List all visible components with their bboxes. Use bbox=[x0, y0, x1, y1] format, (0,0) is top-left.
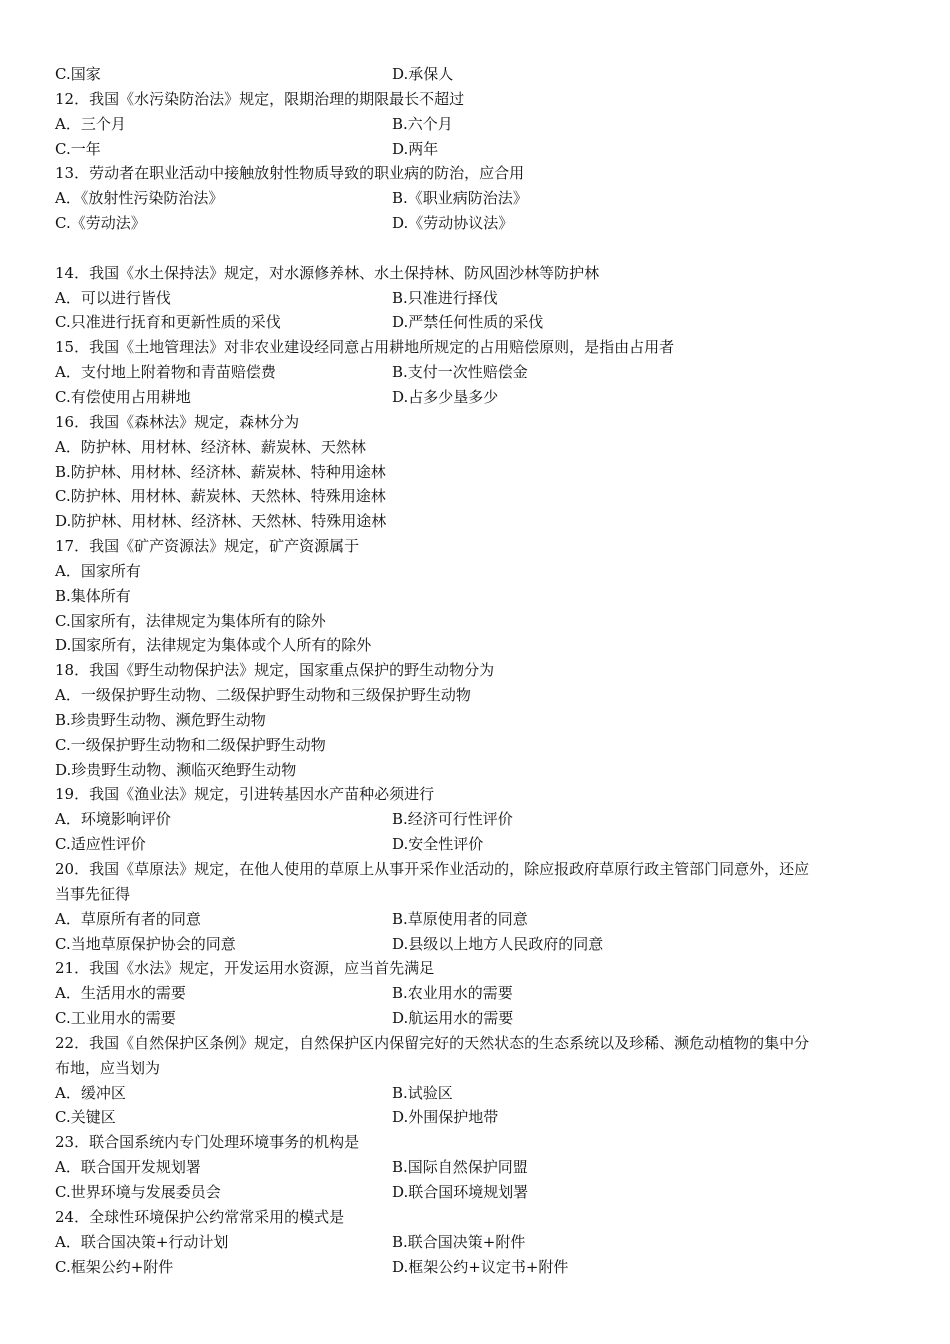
option-right: D.航运用水的需要 bbox=[392, 1009, 514, 1028]
option-right: D.两年 bbox=[392, 139, 439, 158]
option-right: B.试验区 bbox=[392, 1083, 453, 1102]
option-right: D.联合国环境规划署 bbox=[392, 1182, 529, 1201]
option-row bbox=[55, 286, 905, 311]
question-text: 18．我国《野生动物保护法》规定，国家重点保护的野生动物分为 bbox=[55, 661, 495, 680]
option-right: D.占多少垦多少 bbox=[392, 387, 499, 406]
option-line: B.集体所有 bbox=[55, 586, 131, 605]
option-row bbox=[55, 1105, 905, 1130]
option-row bbox=[55, 932, 905, 957]
option-left: C.国家 bbox=[55, 65, 101, 83]
option-row bbox=[55, 62, 905, 87]
option-right: D.严禁任何性质的采伐 bbox=[392, 313, 544, 332]
option-right: B.支付一次性赔偿金 bbox=[392, 363, 528, 382]
option-right: B.草原使用者的同意 bbox=[392, 909, 528, 928]
option-row bbox=[55, 1081, 905, 1106]
option-right: D.框架公约+议定书+附件 bbox=[392, 1257, 569, 1276]
option-left: A．环境影响评价 bbox=[55, 810, 171, 829]
option-row bbox=[55, 807, 905, 832]
option-left: C.框架公约+附件 bbox=[55, 1257, 174, 1276]
option-line: B.防护林、用材林、经济林、薪炭林、特种用途林 bbox=[55, 462, 386, 481]
option-row bbox=[55, 310, 905, 335]
question-text: 21．我国《水法》规定，开发运用水资源，应当首先满足 bbox=[55, 959, 435, 978]
option-right: B.《职业病防治法》 bbox=[392, 189, 528, 208]
option-left: C.适应性评价 bbox=[55, 835, 146, 854]
option-row bbox=[55, 907, 905, 932]
option-row bbox=[55, 186, 905, 211]
option-right: D.县级以上地方人民政府的同意 bbox=[392, 934, 604, 953]
option-left: A．支付地上附着物和青苗赔偿费 bbox=[55, 363, 276, 382]
option-left: A．可以进行皆伐 bbox=[55, 288, 171, 307]
option-right: B.经济可行性评价 bbox=[392, 810, 513, 829]
question-text: 15．我国《土地管理法》对非农业建设经同意占用耕地所规定的占用赔偿原则，是指由占用者 bbox=[55, 338, 675, 357]
option-line: A．国家所有 bbox=[55, 561, 141, 580]
option-row bbox=[55, 1006, 905, 1031]
question-text: 当事先征得 bbox=[55, 884, 131, 903]
option-row bbox=[55, 112, 905, 137]
option-right: B.农业用水的需要 bbox=[392, 984, 513, 1003]
option-left: A．联合国开发规划署 bbox=[55, 1158, 201, 1177]
option-row bbox=[55, 832, 905, 857]
blank-line bbox=[55, 236, 905, 261]
exam-page bbox=[55, 62, 905, 1279]
option-line: D.国家所有，法律规定为集体或个人所有的除外 bbox=[55, 636, 372, 655]
option-left: A．生活用水的需要 bbox=[55, 984, 186, 1003]
option-right: D.《劳动协议法》 bbox=[392, 214, 514, 233]
option-row bbox=[55, 211, 905, 236]
question-text: 布地，应当划为 bbox=[55, 1058, 161, 1077]
option-line: C.一级保护野生动物和二级保护野生动物 bbox=[55, 735, 326, 754]
option-line: D.珍贵野生动物、濒临灭绝野生动物 bbox=[55, 760, 297, 779]
option-row bbox=[55, 1230, 905, 1255]
option-left: C.只准进行抚育和更新性质的采伐 bbox=[55, 313, 281, 332]
question-text: 22．我国《自然保护区条例》规定，自然保护区内保留完好的天然状态的生态系统以及珍稀、濒危动植物的集中分 bbox=[55, 1033, 810, 1052]
option-row bbox=[55, 1180, 905, 1205]
option-row bbox=[55, 981, 905, 1006]
option-line: A．防护林、用材林、经济林、薪炭林、天然林 bbox=[55, 437, 366, 456]
option-row bbox=[55, 137, 905, 162]
option-left: A．草原所有者的同意 bbox=[55, 909, 201, 928]
option-right: D.外围保护地带 bbox=[392, 1108, 499, 1127]
option-left: C.世界环境与发展委员会 bbox=[55, 1182, 221, 1201]
option-line: C.国家所有，法律规定为集体所有的除外 bbox=[55, 611, 326, 630]
option-right: D.安全性评价 bbox=[392, 835, 484, 854]
option-right: B.国际自然保护同盟 bbox=[392, 1158, 528, 1177]
question-text: 24．全球性环境保护公约常常采用的模式是 bbox=[55, 1207, 345, 1226]
option-row bbox=[55, 1255, 905, 1280]
option-line: A．一级保护野生动物、二级保护野生动物和三级保护野生动物 bbox=[55, 686, 471, 705]
question-text: 14．我国《水土保持法》规定，对水源修养林、水土保持林、防风固沙林等防护林 bbox=[55, 263, 600, 282]
question-text: 23．联合国系统内专门处理环境事务的机构是 bbox=[55, 1133, 360, 1152]
option-left: A．联合国决策+行动计划 bbox=[55, 1232, 229, 1251]
option-left: C.一年 bbox=[55, 139, 101, 158]
option-left: C.有偿使用占用耕地 bbox=[55, 387, 191, 406]
option-line: D.防护林、用材林、经济林、天然林、特殊用途林 bbox=[55, 512, 387, 531]
option-line: C.防护林、用材林、薪炭林、天然林、特殊用途林 bbox=[55, 487, 386, 506]
option-right: B.六个月 bbox=[392, 114, 453, 133]
option-left: C.工业用水的需要 bbox=[55, 1009, 176, 1028]
question-text: 16．我国《森林法》规定，森林分为 bbox=[55, 412, 300, 431]
question-text: 12．我国《水污染防治法》规定，限期治理的期限最长不超过 bbox=[55, 89, 465, 108]
option-left: C.关键区 bbox=[55, 1108, 116, 1127]
option-left: A．《放射性污染防治法》 bbox=[55, 189, 224, 208]
option-left: A．缓冲区 bbox=[55, 1083, 126, 1102]
option-row bbox=[55, 360, 905, 385]
question-text: 17．我国《矿产资源法》规定，矿产资源属于 bbox=[55, 537, 360, 556]
option-line: B.珍贵野生动物、濒危野生动物 bbox=[55, 710, 266, 729]
option-right: B.只准进行择伐 bbox=[392, 288, 498, 307]
option-left: A．三个月 bbox=[55, 114, 126, 133]
question-text: 19．我国《渔业法》规定，引进转基因水产苗种必须进行 bbox=[55, 785, 435, 804]
question-text: 20．我国《草原法》规定，在他人使用的草原上从事开采作业活动的，除应报政府草原行政主管部门同意外，还应 bbox=[55, 860, 810, 878]
option-right: B.联合国决策+附件 bbox=[392, 1232, 526, 1251]
option-right: D.承保人 bbox=[392, 65, 454, 83]
option-left: C.当地草原保护协会的同意 bbox=[55, 934, 236, 953]
question-text: 13．劳动者在职业活动中接触放射性物质导致的职业病的防治，应合用 bbox=[55, 164, 525, 183]
option-row bbox=[55, 1155, 905, 1180]
option-row bbox=[55, 385, 905, 410]
option-left: C.《劳动法》 bbox=[55, 214, 146, 233]
